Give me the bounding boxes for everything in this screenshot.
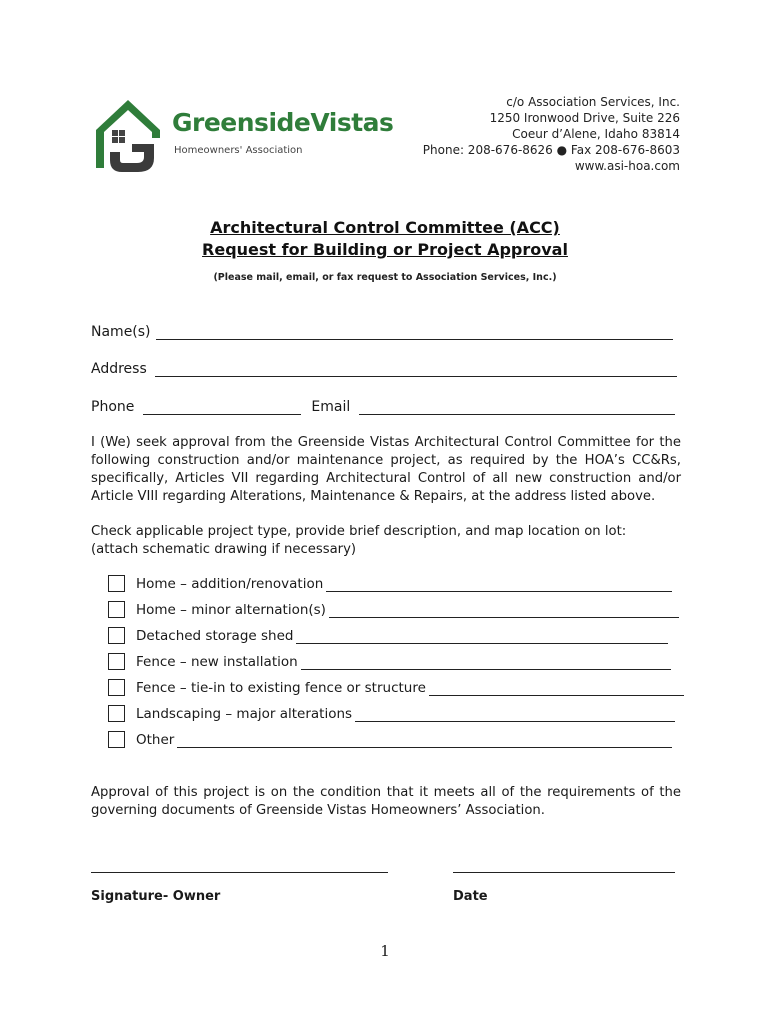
project-option: [108, 705, 675, 722]
project-description-field[interactable]: [177, 735, 672, 748]
project-option: [108, 653, 671, 670]
project-option: [108, 601, 679, 618]
logo-name: GreensideVistas: [172, 108, 394, 137]
intro-paragraph: I (We) seek approval from the Greenside Vistas Architectural Control Committee for the following construction and/or maintenance project, as required by the HOA’s CC&Rs, specifically, Articles VII regarding Architectural Control of all new construction and/or Article VIII regarding Alterations, Maintenance & Repairs, at the address listed above.: [91, 435, 681, 504]
hoa-logo: [92, 94, 392, 174]
address-website: www.asi-hoa.com: [574, 159, 680, 173]
instructions-line: Check applicable project type, provide brief description, and map location on lot:: [91, 524, 627, 539]
project-option: [108, 731, 672, 748]
project-label: Fence – tie-in to existing fence or structure: [136, 680, 426, 696]
instructions-line: (attach schematic drawing if necessary): [91, 542, 357, 557]
address-line: 1250 Ironwood Drive, Suite 226: [489, 111, 680, 125]
project-checkbox[interactable]: [108, 731, 125, 748]
project-description-field[interactable]: [355, 709, 675, 722]
owner-signature-label: Signature- Owner: [91, 889, 221, 904]
project-checkbox[interactable]: [108, 575, 125, 592]
project-checkbox[interactable]: [108, 705, 125, 722]
project-label: Detached storage shed: [136, 628, 294, 644]
project-checkbox[interactable]: [108, 627, 125, 644]
project-option: [108, 679, 684, 696]
project-label: Home – minor alternation(s): [136, 602, 326, 618]
email-field[interactable]: [359, 400, 675, 415]
phone-label: Phone: [91, 399, 135, 415]
names-label: Name(s): [91, 324, 151, 340]
project-label: Other: [136, 732, 175, 748]
project-description-field[interactable]: [326, 579, 672, 592]
phone-email-row: [91, 399, 675, 415]
page-number: 1: [380, 942, 390, 960]
form-subtitle: Request for Building or Project Approval: [202, 240, 568, 259]
date-field[interactable]: [453, 872, 675, 873]
address-field[interactable]: [155, 362, 677, 377]
form-title: Architectural Control Committee (ACC): [210, 218, 560, 237]
address-phone: Phone: 208-676-8626 ● Fax 208-676-8603: [422, 143, 680, 157]
project-checkbox[interactable]: [108, 601, 125, 618]
names-field[interactable]: [156, 325, 673, 340]
date-label: Date: [453, 889, 488, 904]
house-g-icon: [92, 94, 164, 174]
address-line: c/o Association Services, Inc.: [506, 95, 680, 109]
address-line: Coeur d’Alene, Idaho 83814: [512, 127, 680, 141]
logo-subtitle: Homeowners' Association: [174, 145, 303, 156]
address-label: Address: [91, 361, 147, 377]
project-description-field[interactable]: [301, 657, 671, 670]
project-description-field[interactable]: [296, 631, 668, 644]
email-label: Email: [311, 399, 351, 415]
instructions: [91, 523, 681, 559]
address-row: [91, 361, 677, 377]
project-checkbox[interactable]: [108, 653, 125, 670]
owner-signature-field[interactable]: [91, 872, 388, 873]
phone-field[interactable]: [143, 400, 301, 415]
project-option: [108, 575, 672, 592]
project-option: [108, 627, 668, 644]
project-description-field[interactable]: [429, 683, 684, 696]
project-label: Landscaping – major alterations: [136, 706, 353, 722]
project-label: Home – addition/renovation: [136, 576, 324, 592]
submission-note: (Please mail, email, or fax request to Association Services, Inc.): [213, 272, 557, 283]
project-description-field[interactable]: [329, 605, 679, 618]
association-address: [423, 94, 680, 174]
project-checkbox[interactable]: [108, 679, 125, 696]
project-label: Fence – new installation: [136, 654, 298, 670]
names-row: [91, 324, 673, 340]
approval-paragraph: Approval of this project is on the condition that it meets all of the requirements of the governing documents of Greenside Vistas Homeowners’ Association.: [91, 785, 681, 818]
